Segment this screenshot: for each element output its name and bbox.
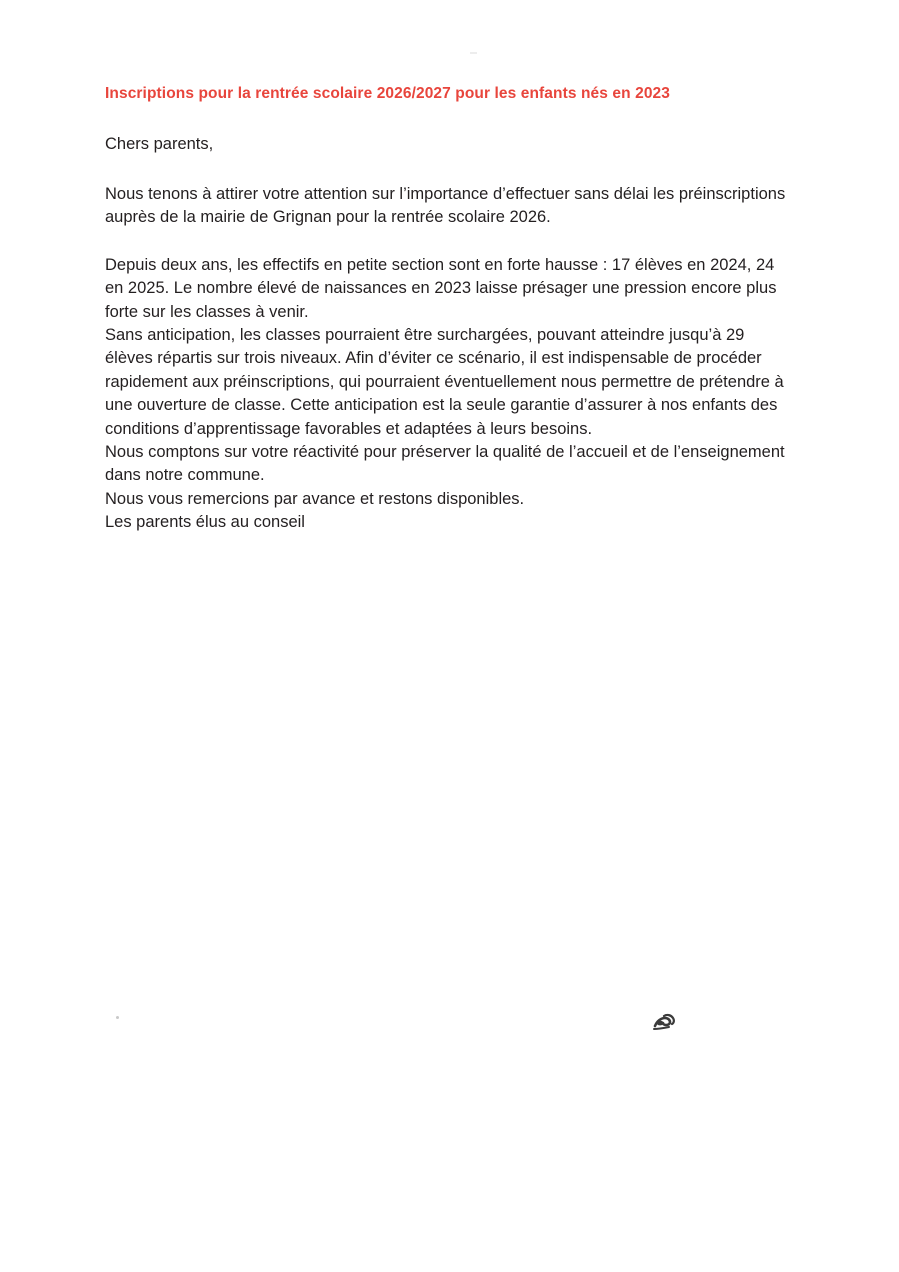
salutation-text: Chers parents, [105, 134, 214, 153]
paragraph-overcrowding-warning: Sans anticipation, les classes pourraient être surchargées, pouvant atteindre jusqu’à 29 élèves répartis sur trois niveaux. Afin d’éviter ce scénario, il est indispensable de procéder rapidement aux préinscriptions, qui pourraient éventuellement nous permettre de prétendre à une ouverture de classe. Cette anticipation est la seule garantie d’assurer à nos enfants des conditions d’apprentissage favorables et adaptées à leurs besoins. [105, 325, 784, 438]
paragraph-enrollment-figures: Depuis deux ans, les effectifs en petite section sont en forte hausse : 17 élèves en 2024, 24 en 2025. Le nombre élevé de naissances en 2023 laisse présager une pression encore plus forte sur les classes à venir. [105, 255, 777, 321]
paragraph-intro: Nous tenons à attirer votre attention sur l’importance d’effectuer sans délai les préinscriptions auprès de la mairie de Grignan pour la rentrée scolaire 2026. [105, 184, 786, 227]
page-title: Inscriptions pour la rentrée scolaire 2026/2027 pour les enfants nés en 2023 [105, 85, 670, 102]
paragraph-thanks: Nous vous remercions par avance et restons disponibles. [105, 489, 525, 508]
document-body [105, 84, 795, 535]
ink-smudge-icon [652, 1012, 678, 1034]
scan-speck-icon [116, 1016, 119, 1019]
paragraph-call-to-action: Nous comptons sur votre réactivité pour préserver la qualité de l’accueil et de l’enseignement dans notre commune. [105, 443, 785, 485]
signature-line: Les parents élus au conseil [105, 513, 305, 532]
scan-edge-mark-icon [470, 52, 477, 54]
